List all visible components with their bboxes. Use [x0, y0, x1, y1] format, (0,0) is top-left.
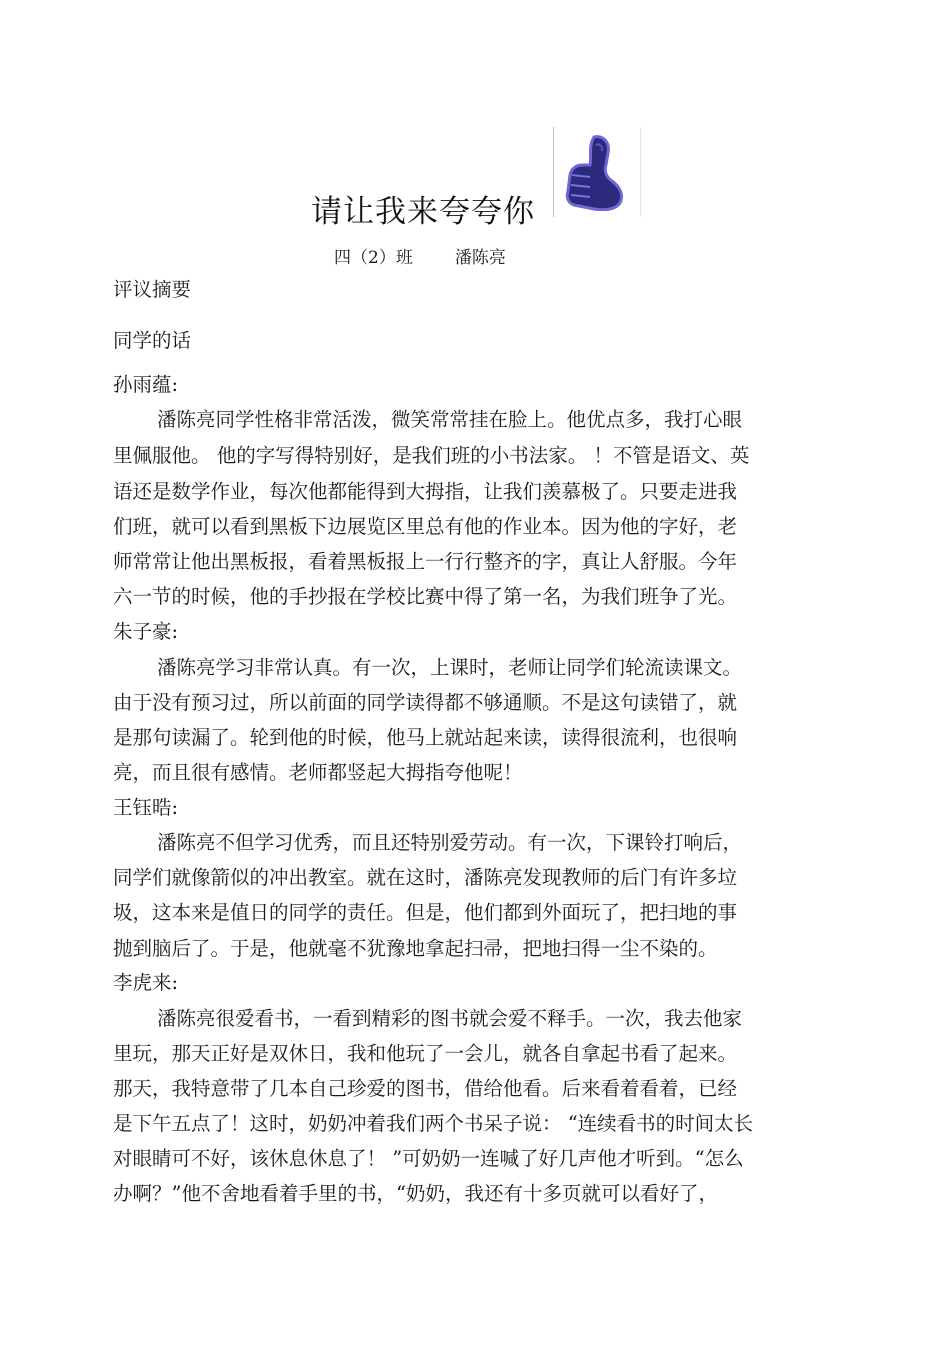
byline — [334, 243, 506, 268]
paragraph-line: 潘陈亮不但学习优秀，而且还特别爱劳动。有一次，下课铃打响后， — [157, 831, 743, 854]
speaker-label: 朱子豪: — [113, 620, 179, 643]
class-label: 四（2）班 — [334, 248, 413, 268]
paragraph-line: 是下午五点了！这时，奶奶冲着我们两个书呆子说： “连续看书的时间太长 — [113, 1112, 754, 1135]
paragraph-line: 语还是数学作业，每次他都能得到大拇指，让我们羡慕极了。只要走进我 — [113, 480, 738, 503]
paragraph-line: 师常常让他出黑板报，看着黑板报上一行行整齐的字，真让人舒服。今年 — [113, 550, 738, 573]
paragraph-line: 里玩，那天正好是双休日，我和他玩了一会儿，就各自拿起书看了起来。 — [113, 1042, 738, 1065]
author-name: 潘陈亮 — [454, 248, 506, 268]
paragraph-line: 对眼睛可不好，该休息休息了！ ”可奶奶一连喊了好几声他才听到。“怎么 — [113, 1147, 744, 1170]
paragraph-line: 同学们就像箭似的冲出教室。就在这时，潘陈亮发现教师的后门有许多垃 — [113, 866, 738, 889]
paragraph-line: 六一节的时候，他的手抄报在学校比赛中得了第一名，为我们班争了光。 — [113, 585, 738, 608]
paragraph-line: 是那句读漏了。轮到他的时候，他马上就站起来读，读得很流利，也很响 — [113, 726, 738, 749]
paragraph-line: 办啊？”他不舍地看着手里的书，“奶奶，我还有十多页就可以看好了， — [113, 1182, 718, 1205]
paragraph-line: 里佩服他。 他的字写得特别好，是我们班的小书法家。 ！不管是语文、英 — [113, 444, 750, 467]
paragraph-line: 亮，而且很有感情。老师都竖起大拇指夸他呢！ — [113, 761, 523, 784]
paragraph-line: 们班，就可以看到黑板下边展览区里总有他的作业本。因为他的字好，老 — [113, 515, 738, 538]
section-heading-classmates: 同学的话 — [113, 329, 192, 352]
paragraph-line: 潘陈亮很爱看书，一看到精彩的图书就会爱不释手。一次，我去他家 — [157, 1007, 743, 1030]
speaker-label: 王钰晧: — [113, 796, 179, 819]
paragraph-line: 圾，这本来是值日的同学的责任。但是，他们都到外面玩了，把扫地的事 — [113, 901, 738, 924]
thumbs-up-icon — [560, 135, 632, 211]
paragraph-line: 由于没有预习过，所以前面的同学读得都不够通顺。不是这句读错了，就 — [113, 691, 738, 714]
paragraph-line: 抛到脑后了。于是，他就毫不犹豫地拿起扫帚，把地扫得一尘不染的。 — [113, 937, 718, 960]
paragraph-line: 潘陈亮同学性格非常活泼，微笑常常挂在脸上。他优点多，我打心眼 — [157, 408, 743, 431]
paragraph-line: 那天，我特意带了几本自己珍爱的图书，借给他看。后来看着看着，已经 — [113, 1077, 738, 1100]
speaker-label: 李虎来: — [113, 971, 179, 994]
section-heading-summary: 评议摘要 — [113, 278, 192, 301]
speaker-label: 孙雨蕴: — [113, 373, 179, 396]
paragraph-line: 潘陈亮学习非常认真。有一次，上课时，老师让同学们轮流读课文。 — [157, 656, 743, 679]
thumbs-up-image — [553, 127, 641, 217]
page-title: 请让我来夸夸你 — [311, 194, 535, 230]
